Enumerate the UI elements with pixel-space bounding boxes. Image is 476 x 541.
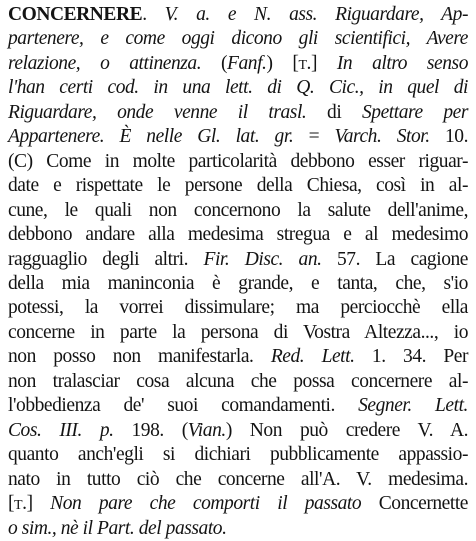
text-line [8,517,468,541]
text-line [8,345,468,369]
text-run: ) Non può credere V. A. [225,419,469,441]
text-line [8,125,468,149]
text-run: di [306,101,362,123]
text-run: date e rispettate le persone della Chiesa, così in al- [8,175,468,197]
text-run: l'han certi cod. in una lett. di Q. Cic., in quel di [8,77,468,99]
text-run: t. [14,493,27,515]
text-line [8,492,468,516]
text-line [8,370,468,394]
text-line [8,199,468,223]
text-run: concerne in parte la persona di Vostra Altezza..., io [8,321,468,343]
text-run: 10. [429,126,469,148]
text-run: debbono andare alla medesima stregua e al medesimo [8,224,468,246]
text-line [8,394,468,418]
text-line [8,468,468,492]
text-run: Fir. Disc. an. [203,248,322,270]
text-run: nato in tutto ciò che concerne all'A. V. medesima. [8,468,468,490]
text-run: ragguaglio degli altri. [8,248,204,270]
text-line [8,223,468,247]
text-run: ( [201,52,228,74]
text-run: ) [ [266,52,299,74]
text-run: ] [26,493,51,515]
text-run: partenere, e come oggi dicono gli scientifici, Avere [8,28,468,50]
text-run: l'obbedienza de' suoi comandamenti. [8,395,359,417]
text-line [8,321,468,345]
text-line [8,443,468,467]
text-line [8,174,468,198]
text-line [8,101,468,125]
text-run: [ [8,493,15,515]
text-run: Varch. Stor. [334,126,430,148]
text-run: ] [310,52,337,74]
text-run: Red. Lett. [270,346,355,368]
text-run: Riguardare, onde venne il trasl. [8,101,307,123]
text-run: Fanf. [227,52,267,74]
text-run: Non pare che comporti il passato [50,493,362,515]
text-run: . [142,4,165,25]
text-run: V. a. e N. ass. Riguardare, Ap- [164,4,468,25]
text-run: cune, le quali non concernono la salute dell'anime, [8,199,468,221]
text-line [8,272,468,296]
text-run: = [293,126,335,148]
text-run: relazione, o attinenza. [8,52,202,74]
text-run: Vian. [187,419,226,441]
text-line [8,296,468,320]
text-run: 198. ( [113,419,188,441]
text-run: o sim., nè il Part. del passato. [8,517,227,539]
text-run: 1. 34. Per [354,346,469,368]
text-line [8,52,468,76]
text-run: 57. La cagione [321,248,469,270]
text-line [8,150,468,174]
text-run: Appartenere. È nelle Gl. lat. gr. [8,126,294,148]
text-line [8,27,468,51]
text-line [8,76,468,100]
text-line [8,248,468,272]
text-run: Concernette [361,493,469,515]
text-run: della mia maninconia è grande, e tanta, che, s'io [8,272,468,294]
text-run: non tralasciar cosa alcuna che possa concernere al- [8,370,468,392]
text-run: Segner. Lett. [358,395,468,417]
text-run: non posso non manifestarla. [8,346,271,368]
text-run: CONCERNERE [8,4,143,25]
text-run: potessi, la vorrei dissimulare; ma perciocchè ella [8,297,468,319]
text-line [8,419,468,443]
text-run: Spettare per [362,101,468,123]
text-run: Cos. III. p. [8,419,114,441]
text-run: (C) Come in molte particolarità debbono esser riguar- [8,150,468,172]
text-run: In altro senso [336,52,468,74]
text-run: t. [298,52,311,74]
text-line [8,3,468,27]
text-run: quanto anch'egli si dichiari pubblicamente appassio- [8,444,468,466]
